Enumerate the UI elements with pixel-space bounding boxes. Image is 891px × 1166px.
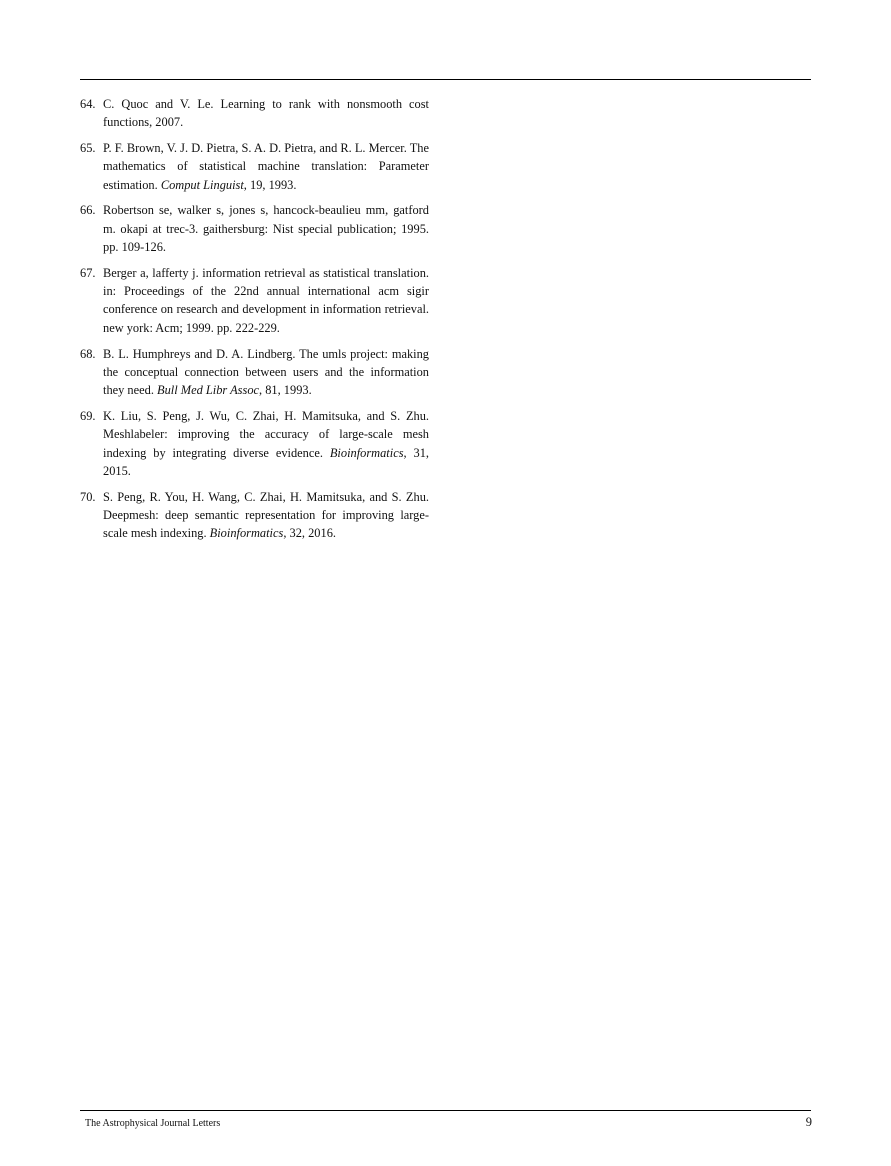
reference-text: C. Quoc and V. Le. Learning to rank with nonsmooth cost functions, 2007. bbox=[103, 97, 429, 130]
reference-list bbox=[80, 95, 429, 550]
reference-text: S. Peng, R. You, H. Wang, C. Zhai, H. Mamitsuka, and S. Zhu. Deepmesh: deep semantic representation for improving large-scale mesh indexing. bbox=[103, 489, 429, 541]
reference-details: , 81, 1993. bbox=[259, 383, 312, 398]
reference-number: 67. bbox=[80, 265, 96, 280]
reference-details: , 19, 1993. bbox=[243, 177, 297, 192]
reference-text: K. Liu, S. Peng, J. Wu, C. Zhai, H. Mamitsuka, and S. Zhu. Meshlabeler: improving the accuracy of large-scale mesh indexing by integrating diverse evidence. bbox=[103, 408, 429, 460]
reference-text: B. L. Humphreys and D. A. Lindberg. The umls project: making the conceptual connection between users and the information they need. bbox=[103, 346, 429, 398]
reference-item-69 bbox=[80, 407, 429, 480]
reference-text: Berger a, lafferty j. information retrieval as statistical translation. in: Proceedings of the 22nd annual international acm sigir conference on research and development in information retrieval. new york: Acm; 1999. pp. 222-229. bbox=[103, 265, 429, 335]
reference-number: 68. bbox=[80, 346, 96, 361]
reference-number: 70. bbox=[80, 489, 96, 504]
page-number: 9 bbox=[805, 1115, 812, 1129]
footer-rule bbox=[80, 1110, 811, 1111]
reference-item-68 bbox=[80, 345, 429, 400]
reference-number: 66. bbox=[80, 203, 96, 218]
reference-text: Robertson se, walker s, jones s, hancock-beaulieu mm, gatford m. okapi at trec-3. gaithersburg: Nist special publication; 1995. pp. 109-126. bbox=[103, 203, 429, 255]
reference-number: 69. bbox=[80, 408, 96, 423]
reference-item-65 bbox=[80, 139, 429, 194]
reference-item-67 bbox=[80, 264, 429, 337]
reference-venue: Bioinformatics bbox=[209, 526, 284, 541]
reference-details: , 32, 2016. bbox=[283, 526, 336, 541]
reference-number: 64. bbox=[80, 97, 96, 111]
reference-venue: Bioinformatics bbox=[329, 445, 404, 460]
reference-venue: Comput Linguist bbox=[160, 177, 244, 192]
reference-text: P. F. Brown, V. J. D. Pietra, S. A. D. Pietra, and R. L. Mercer. The mathematics of statistical machine translation: Parameter estimation. bbox=[103, 141, 429, 192]
reference-details: , 31, 2015. bbox=[103, 445, 430, 478]
reference-item-64 bbox=[80, 95, 429, 132]
reference-venue: Bull Med Libr Assoc bbox=[157, 383, 260, 398]
reference-item-70 bbox=[80, 488, 429, 543]
reference-number: 65. bbox=[80, 141, 96, 156]
reference-item-66 bbox=[80, 201, 429, 256]
footer-journal-name: The Astrophysical Journal Letters bbox=[85, 1118, 221, 1129]
header-rule bbox=[80, 79, 811, 80]
